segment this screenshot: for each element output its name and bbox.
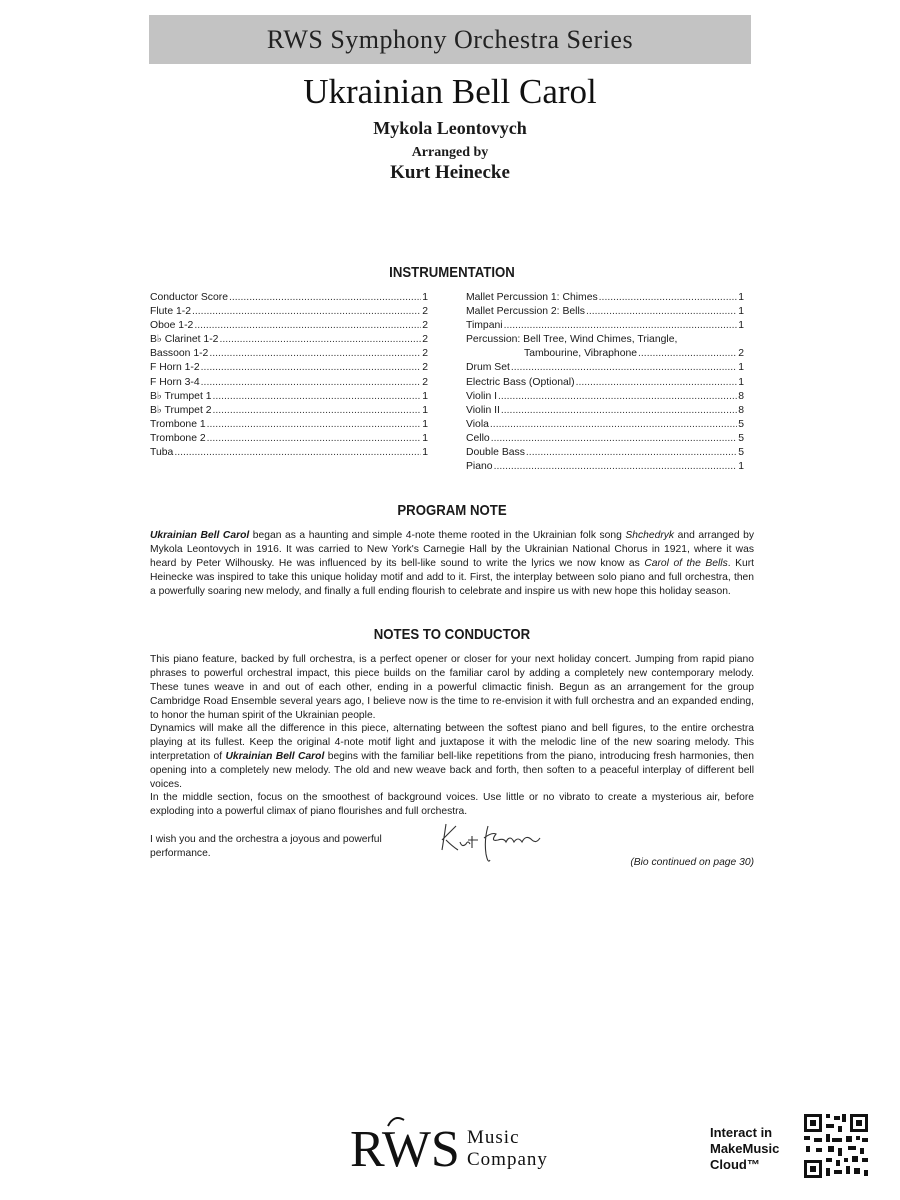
instrument-row: B♭ Trumpet 1 ..... 1 [150, 390, 428, 404]
notes-closing-line: I wish you and the orchestra a joyous and powerful performance. [150, 834, 382, 860]
instrumentation-list-left [150, 291, 428, 460]
notes-to-conductor-heading: NOTES TO CONDUCTOR [373, 626, 531, 643]
instrument-row: Bassoon 1-2 ..... 2 [150, 347, 428, 361]
notes-paragraph-2: Dynamics will make all the difference in this piece, alternating between the softest piano and bell figures, to the entire orchestra playing at its fullest. Keep the original 4-note motif light and juxtapose it with the melodic line of the new soaring melody. This interpretation of Ukrainian Bell Carol begins with the familiar bell-like repetitions from the piano, introducing fresh harmonies, then opening into a completely new melody. The old and new weave back and forth, then soften to a peaceful interplay of different bell voices. [150, 723, 754, 791]
instrument-row: Drum Set ..... 1 [466, 361, 744, 375]
rws-logo [350, 1112, 465, 1174]
publisher-line-1: Music [467, 1127, 520, 1148]
instrument-row: Piano ..... 1 [466, 460, 744, 474]
instrument-row: Tuba ..... 1 [150, 446, 428, 460]
series-title: RWS Symphony Orchestra Series [266, 24, 634, 54]
instrument-row: Timpani ..... 1 [466, 319, 744, 333]
instrument-row: Violin I ..... 8 [466, 390, 744, 404]
instrument-row: B♭ Trumpet 2 ..... 1 [150, 404, 428, 418]
instrument-row: Flute 1-2 ..... 2 [150, 305, 428, 319]
makemusic-cloud-label: Interact in MakeMusic Cloud™ [710, 1125, 780, 1172]
arranged-by-label: Arranged by [411, 145, 489, 160]
instrument-row-continued: Tambourine, Vibraphone ..... 2 [466, 347, 744, 361]
instrument-row: Trombone 2 ..... 1 [150, 432, 428, 446]
instrument-row: Trombone 1 ..... 1 [150, 418, 428, 432]
series-banner [149, 15, 751, 64]
publisher-name [467, 1127, 548, 1171]
instrument-row: Electric Bass (Optional) ..... 1 [466, 376, 744, 390]
publisher-line-2: Company [467, 1149, 548, 1170]
instrument-row: Mallet Percussion 2: Bells ..... 1 [466, 305, 744, 319]
instrument-row: F Horn 1-2 ..... 2 [150, 361, 428, 375]
instrumentation-heading: INSTRUMENTATION [389, 264, 515, 281]
instrument-row: Conductor Score ..... 1 [150, 291, 428, 305]
instrument-row: Violin II ..... 8 [466, 404, 744, 418]
instrumentation-list-right [466, 291, 744, 474]
instrument-row: Mallet Percussion 1: Chimes ..... 1 [466, 291, 744, 305]
instrument-row: Cello ..... 5 [466, 432, 744, 446]
program-note-heading: PROGRAM NOTE [397, 502, 507, 519]
instrument-row: Oboe 1-2 ..... 2 [150, 319, 428, 333]
notes-paragraph-3: In the middle section, focus on the smoothest of background voices. Use little or no vibrato to create a mysterious air, before exploding into a powerful climax of piano flourishes and full orchestra. [150, 792, 754, 818]
arranger-signature [432, 820, 552, 868]
bio-continued-note: (Bio continued on page 30) [630, 857, 754, 868]
rws-logo-text: RWS [350, 1121, 460, 1174]
program-note-text: Ukrainian Bell Carol began as a haunting and simple 4-note theme rooted in the Ukrainian folk song Shchedryk and arranged by Mykola Leontovych in 1916. It was carried to New York's Carnegie Hall by the Ukrainian National Chorus in 1921, where it was heard by Peter Wilhousky. He was influenced by its bell-like sound to write the lyrics we now know as Carol of the Bells. Kurt Heinecke was inspired to take this unique holiday motif and add to it. First, the interplay between solo piano and full orchestra, then a powerfully soaring new melody, and finally a full ending flourish to celebrate and inspire us with new hope this holiday season. [150, 530, 755, 598]
composer-name: Mykola Leontovych [373, 118, 527, 138]
piece-title: Ukrainian Bell Carol [303, 72, 597, 111]
instrument-row: B♭ Clarinet 1-2 ..... 2 [150, 333, 428, 347]
instrument-row: Double Bass ..... 5 [466, 446, 744, 460]
instrument-row: Percussion: Bell Tree, Wind Chimes, Triangle, [466, 334, 678, 346]
instrument-row: Viola ..... 5 [466, 418, 744, 432]
notes-paragraph-1: This piano feature, backed by full orchestra, is a perfect opener or closer for your next holiday concert. Jumping from rapid piano phrases to powerful orchestral impact, this piece builds on the familiar carol by adding a completely new contemporary melody. These tunes weave in and out of each other, ending in a powerful climactic finish. Begun as an arrangement for the group Cambridge Road Ensemble several years ago, I believe now is the time to re-envision it with full orchestra and an expanded ending, to honor the human spirit of the Ukrainian people. [150, 654, 754, 722]
instrument-row: F Horn 3-4 ..... 2 [150, 376, 428, 390]
arranger-name: Kurt Heinecke [390, 162, 510, 183]
qr-code-icon[interactable] [802, 1112, 870, 1180]
